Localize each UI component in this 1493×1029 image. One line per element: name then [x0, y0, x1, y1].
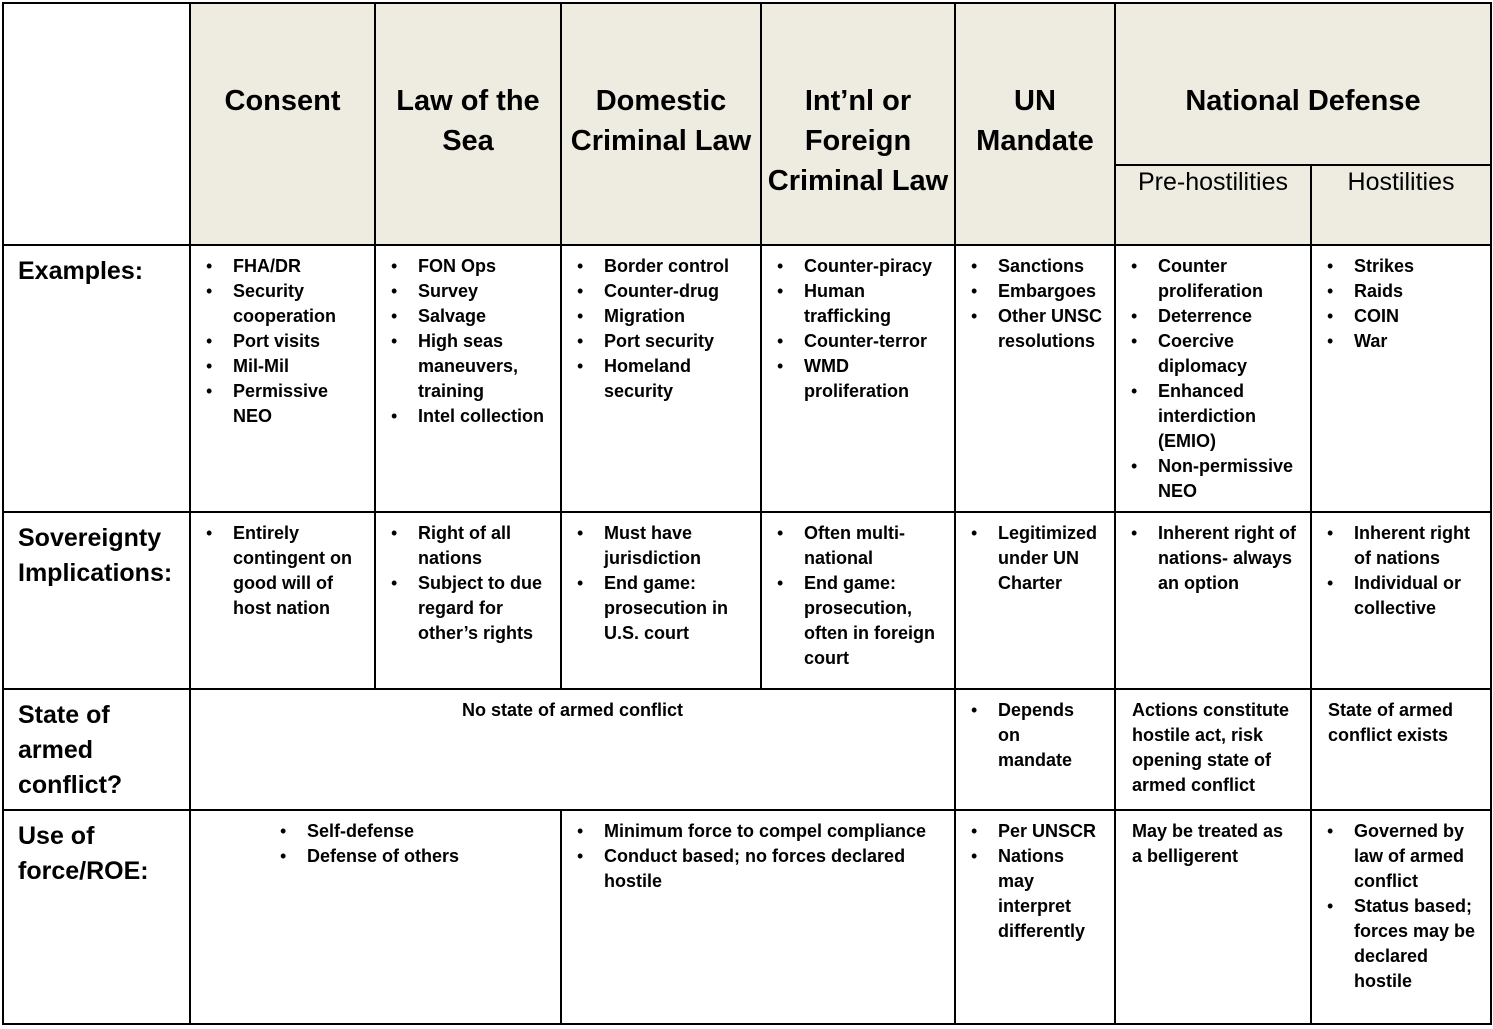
list-item: • Minimum force to compel compliance	[568, 819, 948, 844]
list-item: • Entirely contingent on good will of host nation	[197, 521, 368, 621]
state-of-armed-conflict-row	[3, 689, 1491, 810]
list-item: • Raids	[1318, 279, 1484, 304]
col-header-law-of-sea	[375, 3, 561, 245]
row-label-sovereignty	[3, 512, 190, 689]
list-item: • Intel collection	[382, 404, 554, 429]
sovereignty-domestic-cell	[561, 512, 761, 689]
list-item: • Nations may interpret differently	[962, 844, 1108, 944]
row-label-state-line2: armed	[18, 736, 94, 764]
sovereignty-pre-hostilities-list	[1122, 521, 1304, 596]
list-item: • Subject to due regard for other’s rights	[382, 571, 554, 646]
list-item: • Often multi-national	[768, 521, 948, 571]
list-item: • Mil-Mil	[197, 354, 368, 379]
row-label-examples-text: Examples:	[18, 257, 144, 285]
list-item: • Non-permissive NEO	[1122, 454, 1304, 504]
corner-cell	[3, 3, 190, 245]
examples-hostilities-list	[1318, 254, 1484, 354]
state-un-mandate-list	[962, 698, 1108, 773]
row-label-state	[3, 689, 190, 810]
list-item: • Right of all nations	[382, 521, 554, 571]
sovereignty-un-mandate-list	[962, 521, 1108, 596]
list-item: • Homeland security	[568, 354, 754, 404]
header-row	[3, 3, 1491, 165]
state-pre-hostilities-cell	[1115, 689, 1311, 810]
list-item: • Port visits	[197, 329, 368, 354]
sovereignty-consent-list	[197, 521, 368, 621]
state-merged-cell	[190, 689, 955, 810]
examples-domestic-list	[568, 254, 754, 404]
examples-law-of-sea-list	[382, 254, 554, 429]
list-item: • Status based; forces may be declared hostile	[1318, 894, 1484, 994]
col-header-intnl-text: Int’nl or Foreign Criminal Law	[767, 85, 949, 197]
row-label-state-line3: conflict?	[18, 771, 123, 799]
row-label-force-line1: Use of	[18, 822, 95, 850]
list-item: • Border control	[568, 254, 754, 279]
list-item: • Inherent right of nations	[1318, 521, 1484, 571]
list-item: • Conduct based; no forces declared hostile	[568, 844, 948, 894]
row-label-sovereignty-line2: Implications:	[18, 559, 173, 587]
list-item: • Deterrence	[1122, 304, 1304, 329]
row-label-force	[3, 810, 190, 1024]
force-domestic-intnl-list	[568, 819, 948, 894]
row-label-sovereignty-line1: Sovereignty	[18, 524, 162, 552]
sovereignty-pre-hostilities-cell	[1115, 512, 1311, 689]
col-header-pre-hostilities: Pre-hostilities	[1115, 165, 1311, 245]
sovereignty-hostilities-cell	[1311, 512, 1491, 689]
col-header-hostilities: Hostilities	[1311, 165, 1491, 245]
list-item: • WMD proliferation	[768, 354, 948, 404]
col-header-intnl	[761, 3, 955, 245]
list-item: • Port security	[568, 329, 754, 354]
use-of-force-row	[3, 810, 1491, 1024]
col-header-un-mandate	[955, 3, 1115, 245]
examples-pre-hostilities-cell	[1115, 245, 1311, 512]
list-item: • Security cooperation	[197, 279, 368, 329]
examples-law-of-sea-cell	[375, 245, 561, 512]
force-domestic-intnl-cell	[561, 810, 955, 1024]
examples-consent-list	[197, 254, 368, 429]
list-item: • Embargoes	[962, 279, 1108, 304]
col-header-un-mandate-text: UN Mandate	[976, 85, 1094, 157]
col-header-national-defense	[1115, 3, 1491, 165]
examples-row	[3, 245, 1491, 512]
examples-intnl-list	[768, 254, 948, 404]
sovereignty-consent-cell	[190, 512, 375, 689]
list-item: • FON Ops	[382, 254, 554, 279]
col-header-domestic	[561, 3, 761, 245]
force-un-mandate-list	[962, 819, 1108, 944]
examples-pre-hostilities-list	[1122, 254, 1304, 504]
list-item: • Other UNSC resolutions	[962, 304, 1108, 354]
force-pre-hostilities-cell	[1115, 810, 1311, 1024]
examples-intnl-cell	[761, 245, 955, 512]
list-item: • High seas maneuvers, training	[382, 329, 554, 404]
force-consent-sea-cell	[190, 810, 561, 1024]
list-item: • Depends on mandate	[962, 698, 1108, 773]
col-header-national-defense-text: National Defense	[1185, 85, 1421, 117]
sovereignty-law-of-sea-cell	[375, 512, 561, 689]
list-item: • Defense of others	[271, 844, 554, 869]
list-item: • Permissive NEO	[197, 379, 368, 429]
force-un-mandate-cell	[955, 810, 1115, 1024]
row-label-examples	[3, 245, 190, 512]
list-item: • Human trafficking	[768, 279, 948, 329]
list-item: • End game: prosecution, often in foreign court	[768, 571, 948, 671]
list-item: • War	[1318, 329, 1484, 354]
examples-hostilities-cell	[1311, 245, 1491, 512]
list-item: • Enhanced interdiction (EMIO)	[1122, 379, 1304, 454]
list-item: • Counter-piracy	[768, 254, 948, 279]
sovereignty-law-of-sea-list	[382, 521, 554, 646]
force-hostilities-cell	[1311, 810, 1491, 1024]
list-item: • COIN	[1318, 304, 1484, 329]
list-item: • Legitimized under UN Charter	[962, 521, 1108, 596]
row-label-force-line2: force/ROE:	[18, 857, 149, 885]
sovereignty-intnl-list	[768, 521, 948, 671]
list-item: • Governed by law of armed conflict	[1318, 819, 1484, 894]
list-item: • Counter proliferation	[1122, 254, 1304, 304]
list-item: • Salvage	[382, 304, 554, 329]
list-item: • Counter-drug	[568, 279, 754, 304]
list-item: • Individual or collective	[1318, 571, 1484, 621]
col-header-domestic-text: Domestic Criminal Law	[570, 85, 752, 157]
col-header-consent-text: Consent	[224, 85, 341, 117]
examples-consent-cell	[190, 245, 375, 512]
sovereignty-un-mandate-cell	[955, 512, 1115, 689]
list-item: • Inherent right of nations- always an option	[1122, 521, 1304, 596]
list-item: • Survey	[382, 279, 554, 304]
row-label-state-line1: State of	[18, 701, 110, 729]
list-item: • Self-defense	[271, 819, 554, 844]
list-item: • Per UNSCR	[962, 819, 1108, 844]
state-hostilities-cell	[1311, 689, 1491, 810]
examples-un-mandate-cell	[955, 245, 1115, 512]
sovereignty-row	[3, 512, 1491, 689]
list-item: • Must have jurisdiction	[568, 521, 754, 571]
state-hostilities-text: State of armed conflict exists	[1328, 700, 1454, 745]
list-item: • Coercive diplomacy	[1122, 329, 1304, 379]
force-pre-hostilities-text: May be treated as a belligerent	[1132, 821, 1284, 866]
col-header-law-of-sea-text: Law of the Sea	[396, 85, 540, 157]
list-item: • Sanctions	[962, 254, 1108, 279]
legal-authorities-table	[2, 2, 1492, 1025]
list-item: • FHA/DR	[197, 254, 368, 279]
list-item: • Counter-terror	[768, 329, 948, 354]
list-item: • Migration	[568, 304, 754, 329]
force-hostilities-list	[1318, 819, 1484, 994]
sovereignty-domestic-list	[568, 521, 754, 646]
list-item: • Strikes	[1318, 254, 1484, 279]
col-header-consent	[190, 3, 375, 245]
examples-un-mandate-list	[962, 254, 1108, 354]
force-consent-sea-list	[271, 819, 554, 869]
no-armed-conflict-text: No state of armed conflict	[461, 700, 684, 720]
list-item: • End game: prosecution in U.S. court	[568, 571, 754, 646]
state-pre-hostilities-text: Actions constitute hostile act, risk opening state of armed conflict	[1132, 700, 1290, 795]
sovereignty-hostilities-list	[1318, 521, 1484, 621]
examples-domestic-cell	[561, 245, 761, 512]
state-un-mandate-cell	[955, 689, 1115, 810]
sovereignty-intnl-cell	[761, 512, 955, 689]
